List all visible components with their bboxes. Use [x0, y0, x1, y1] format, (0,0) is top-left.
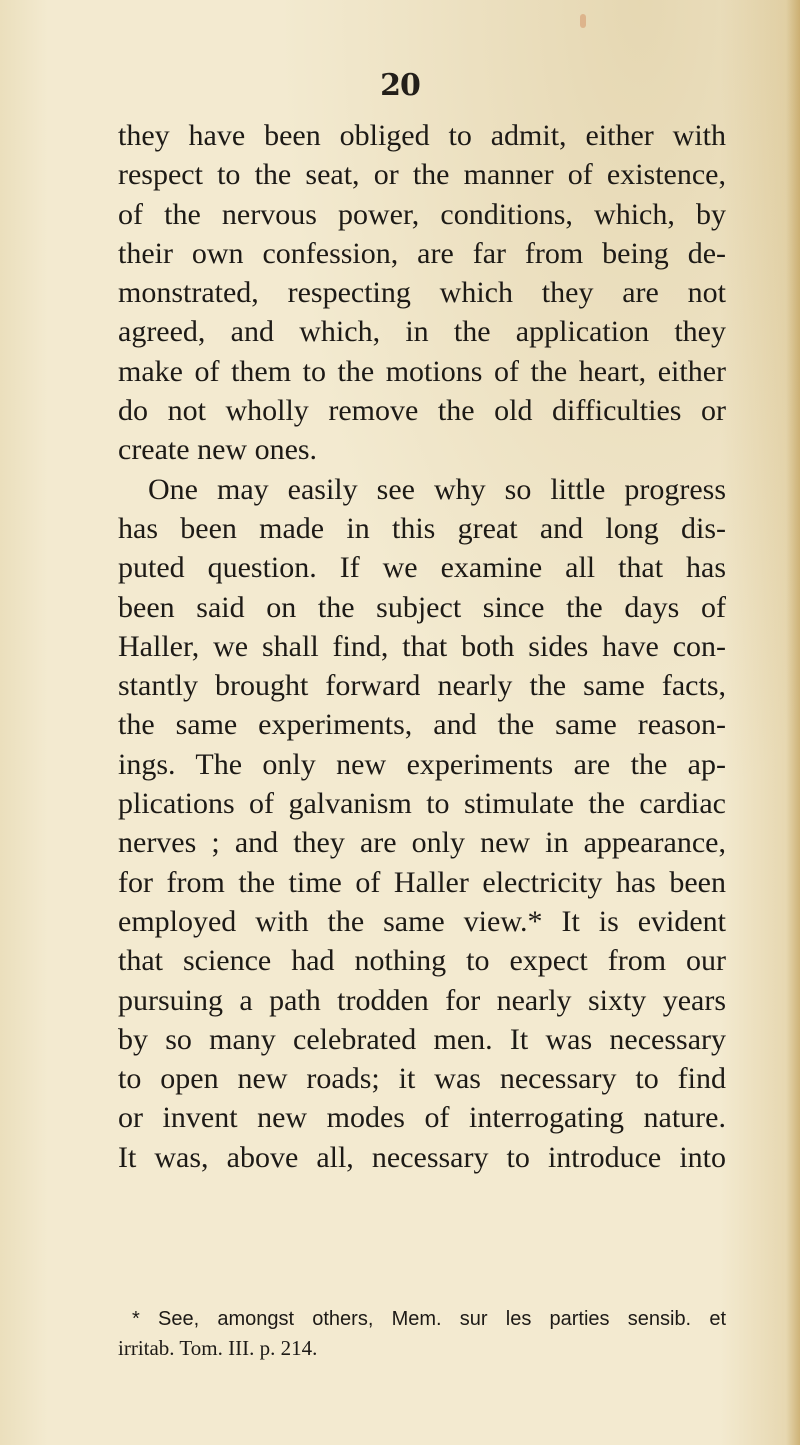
text-line: It was, above all, necessary to introduce into [118, 1140, 726, 1174]
text-line: the same experiments, and the same reason- [118, 708, 726, 742]
text-line: respect to the seat, or the manner of existence, [118, 158, 726, 192]
text-line: plications of galvanism to stimulate the cardiac [118, 787, 726, 821]
page-number: 20 [380, 68, 420, 103]
text-line: nerves ; and they are only new in appearance, [118, 826, 726, 860]
text-line: of the nervous power, conditions, which, by [118, 197, 726, 231]
text-line: stantly brought forward nearly the same facts, [118, 669, 726, 703]
text-line: been said on the subject since the days of [118, 590, 726, 624]
footnote [118, 1305, 726, 1363]
text-line: Haller, we shall find, that both sides have con- [118, 629, 726, 663]
body-text [118, 116, 726, 1177]
text-line: they have been obliged to admit, either with [118, 119, 726, 152]
text-line: their own confession, are far from being de- [118, 236, 726, 270]
paragraph-start-line: One may easily see why so little progress [148, 472, 726, 506]
text-line: that science had nothing to expect from our [118, 944, 726, 978]
text-line: pursuing a path trodden for nearly sixty years [118, 983, 726, 1017]
text-line: monstrated, respecting which they are not [118, 276, 726, 310]
text-line: do not wholly remove the old difficulties or [118, 394, 726, 428]
text-line: to open new roads; it was necessary to find [118, 1062, 726, 1096]
footnote-line: * See, amongst others, Mem. sur les parties sensib. et [132, 1308, 726, 1330]
page-edge-shadow [786, 0, 800, 1445]
text-line: agreed, and which, in the application they [118, 315, 726, 349]
text-line: ings. The only new experiments are the ap- [118, 747, 726, 781]
text-line: or invent new modes of interrogating nature. [118, 1101, 726, 1135]
text-line: make of them to the motions of the heart, either [118, 354, 726, 388]
text-line: has been made in this great and long dis- [118, 511, 726, 545]
text-line: for from the time of Haller electricity has been [118, 865, 726, 899]
text-line: by so many celebrated men. It was necessary [118, 1022, 726, 1056]
paper-stain [580, 14, 586, 28]
text-line: create new ones. [118, 433, 318, 467]
text-line: puted question. If we examine all that has [118, 551, 726, 585]
footnote-line: irritab. Tom. III. p. 214. [118, 1336, 318, 1360]
text-line: employed with the same view.* It is evident [118, 904, 726, 938]
